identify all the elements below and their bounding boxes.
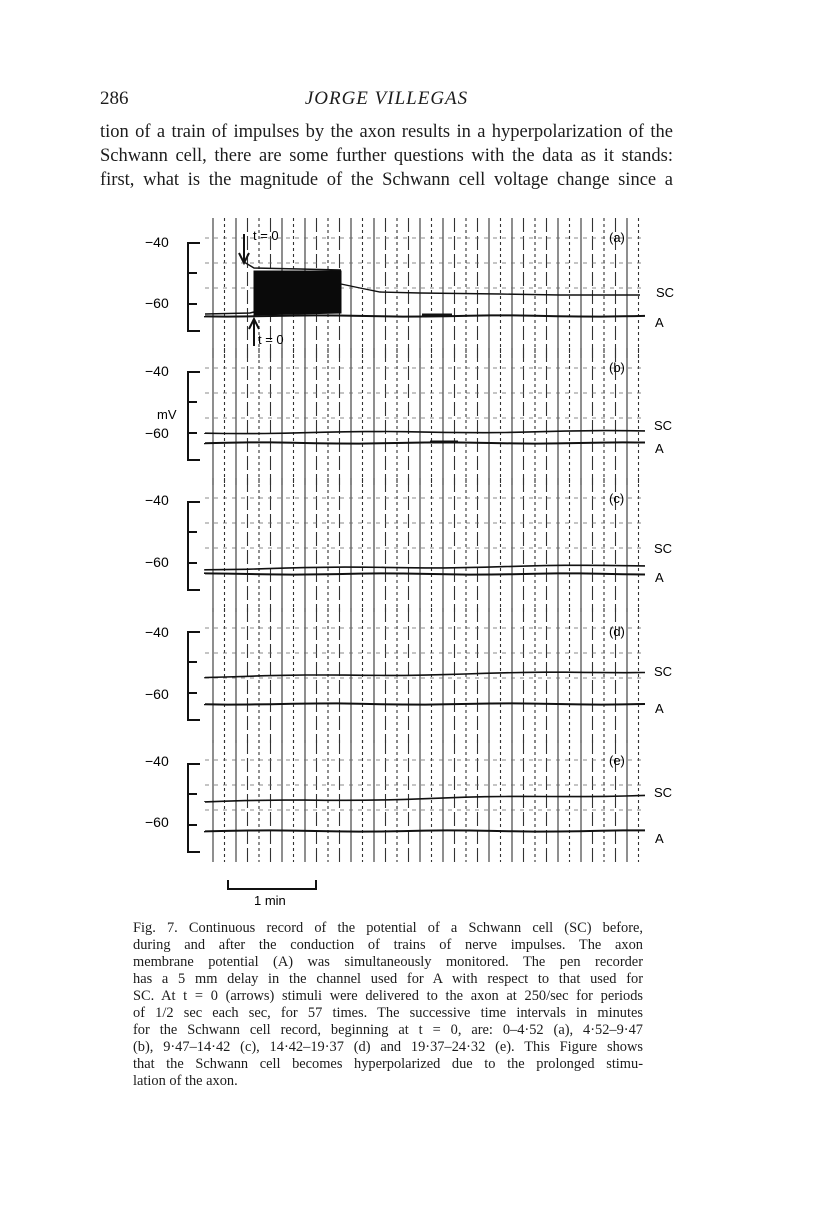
caption-line: during and after the conduction of trains of nerve impulses. The axon (133, 937, 643, 953)
panel-label: (b) (609, 360, 625, 375)
a-trace-label: A (655, 831, 664, 846)
voltage-axis-bracket (188, 243, 200, 331)
caption-line: (b), 9·47–14·42 (c), 14·42–19·37 (d) and 19·37–24·32 (e). This Figure shows (133, 1039, 643, 1055)
running-title: JORGE VILLEGAS (304, 88, 469, 109)
sc-trace-line (205, 565, 645, 570)
time-scale-bar (228, 880, 316, 889)
caption-line: of 1/2 sec each sec, for 57 times. The successive time intervals in minutes (133, 1005, 643, 1021)
panel-label: (e) (609, 753, 625, 768)
tick-label-minus-40: −40 (145, 624, 169, 640)
a-trace-line (205, 703, 645, 704)
tick-label-minus-40: −40 (145, 363, 169, 379)
voltage-axis-bracket (188, 764, 200, 852)
sc-trace-label: SC (656, 285, 675, 300)
t0-arrow-label: t = 0 (258, 332, 284, 347)
a-trace-label: A (655, 701, 664, 716)
tick-label-minus-60: −60 (145, 686, 169, 702)
figure-7-recording (0, 200, 816, 915)
time-scale-label: 1 min (254, 893, 286, 908)
a-trace-label: A (655, 570, 664, 585)
caption-line: that the Schwann cell becomes hyperpolarized due to the prolonged stimu- (133, 1056, 643, 1072)
sc-trace-label: SC (654, 785, 673, 800)
stimulation-block (254, 271, 341, 315)
a-trace-line (205, 573, 645, 574)
mv-unit-label: mV (157, 407, 177, 422)
sc-trace-label: SC (654, 541, 673, 556)
sc-trace-line (205, 312, 254, 314)
t0-arrow-label: t = 0 (253, 228, 279, 243)
panel-label: (a) (609, 230, 625, 245)
body-line: tion of a train of impulses by the axon results in a hyperpolarization of the (100, 122, 673, 142)
body-paragraph (100, 120, 673, 192)
panel-label: (d) (609, 624, 625, 639)
tick-label-minus-40: −40 (145, 234, 169, 250)
figure-caption (133, 920, 643, 1090)
panel-label: (c) (609, 491, 625, 506)
a-trace-label: A (655, 315, 664, 330)
tick-label-minus-60: −60 (145, 554, 169, 570)
tick-label-minus-60: −60 (145, 295, 169, 311)
caption-line: SC. At t = 0 (arrows) stimuli were delivered to the axon at 250/sec for periods (133, 988, 643, 1004)
a-trace-label: A (655, 441, 664, 456)
voltage-axes (188, 243, 200, 852)
caption-line: lation of the axon. (133, 1073, 238, 1089)
tick-label-minus-60: −60 (145, 425, 169, 441)
body-line: Schwann cell, there are some further questions with the data as it stands: (100, 146, 673, 166)
voltage-axis-bracket (188, 502, 200, 590)
running-header (100, 88, 673, 114)
caption-line: membrane potential (A) was simultaneously monitored. The pen recorder (133, 954, 643, 970)
page-number: 286 (100, 88, 129, 109)
voltage-axis-bracket (188, 632, 200, 720)
body-line: first, what is the magnitude of the Schwann cell voltage change since a (100, 170, 673, 190)
sc-trace-label: SC (654, 664, 673, 679)
caption-line: Fig. 7. Continuous record of the potential of a Schwann cell (SC) before, (133, 920, 643, 936)
caption-line: for the Schwann cell record, beginning at t = 0, are: 0–4·52 (a), 4·52–9·47 (133, 1022, 643, 1038)
sc-trace-label: SC (654, 418, 673, 433)
tick-label-minus-40: −40 (145, 753, 169, 769)
tick-label-minus-60: −60 (145, 814, 169, 830)
voltage-axis-bracket (188, 372, 200, 460)
tick-label-minus-40: −40 (145, 492, 169, 508)
caption-line: has a 5 mm delay in the channel used for A with respect to that used for (133, 971, 643, 987)
